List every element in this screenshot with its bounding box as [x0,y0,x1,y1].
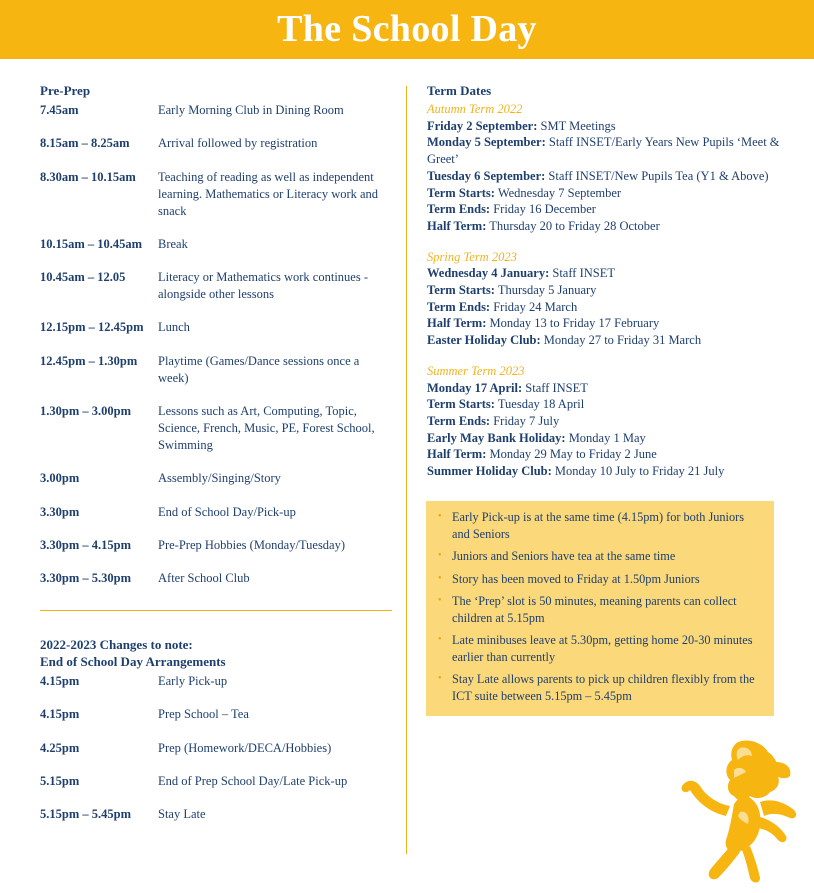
term-date-label: Monday 17 April: [427,380,523,395]
schedule-row [40,169,392,220]
note-item [438,548,760,565]
title-banner [0,0,814,59]
bullet-icon: • [438,594,442,606]
notes-box [426,501,774,716]
note-item [438,509,760,543]
bullet-icon: • [438,550,442,562]
term-date-value: Staff INSET/New Pupils Tea (Y1 & Above) [545,168,769,183]
term-date-line [427,463,797,480]
term-date-label: Half Term: [427,218,487,233]
schedule-time: 7.45am [40,103,79,117]
term-date-label: Term Ends: [427,202,491,217]
term-date-value: Staff INSET/Early Years New Pupils ‘Meet & Greet’ [427,135,780,167]
term-date-line [427,430,797,447]
schedule-row [40,537,392,554]
schedule-row [40,806,392,823]
schedule-description: Teaching of reading as well as independent learning. Mathematics or Literacy work and snack [158,169,379,218]
term-date-value: SMT Meetings [537,118,616,133]
schedule-row [40,319,392,336]
schedule-description: Stay Late [158,807,206,822]
schedule-row [40,570,392,587]
term-date-label: Term Starts: [427,185,495,200]
term-date-line [427,134,797,167]
bullet-icon: • [438,634,442,646]
schedule-description: Playtime (Games/Dance sessions once a week) [158,353,360,385]
schedule-description: Assembly/Singing/Story [158,471,281,486]
term-date-value: Staff INSET [522,380,588,395]
term-date-label: Friday 2 September: [427,118,538,133]
note-text: Late minibuses leave at 5.30pm, getting home 20-30 minutes earlier than currently [452,633,753,664]
schedule-time: 4.15pm [40,707,80,722]
term-date-value: Monday 13 to Friday 17 February [486,316,660,331]
schedule-time: 3.30pm – 4.15pm [40,537,131,552]
term-date-line [427,201,797,218]
column-divider [406,86,407,854]
term-date-value: Wednesday 7 September [494,185,622,200]
term-date-line [427,396,797,413]
schedule-description: Break [158,236,188,251]
schedule-time: 5.15pm – 5.45pm [40,807,131,822]
note-item [438,671,760,705]
term-date-value: Friday 24 March [490,299,578,314]
schedule-row [40,706,392,723]
schedule-row [40,269,392,303]
term-date-line [427,299,797,316]
term-date-line [427,185,797,202]
schedule-row [40,504,392,521]
term-name: Spring Term 2023 [427,249,517,264]
schedule-row [40,403,392,454]
note-text: The ‘Prep’ slot is 50 minutes, meaning parents can collect children at 5.15pm [452,593,737,625]
schedule-time: 12.15pm – 12.45pm [40,320,144,335]
term-date-label: Summer Holiday Club: [427,464,552,479]
schedule-description: Early Pick-up [158,674,228,688]
term-date-label: Term Starts: [427,397,495,412]
schedule-description: Prep (Homework/DECA/Hobbies) [158,740,332,755]
schedule-description: Literacy or Mathematics work continues - alongside other lessons [158,270,368,302]
note-text: Story has been moved to Friday at 1.50pm Juniors [452,571,700,586]
schedule-row [40,773,392,790]
note-item [438,632,760,666]
term-date-value: Monday 10 July to Friday 21 July [551,464,725,479]
schedule-description: End of School Day/Pick-up [158,504,296,519]
term-date-line [427,282,797,299]
term-date-line [427,218,797,235]
term-date-value: Monday 1 May [565,430,646,445]
schedule-time: 5.15pm [40,773,80,788]
term-date-value: Tuesday 18 April [494,397,585,412]
term-date-value: Friday 16 December [490,202,596,217]
term-date-value: Staff INSET [549,266,615,281]
changes-schedule [40,636,392,839]
pre-prep-schedule [40,82,392,604]
term-date-label: Easter Holiday Club: [427,333,541,348]
term-name: Summer Term 2023 [427,363,525,378]
term-date-line [427,380,797,397]
schedule-time: 3.30pm [40,504,80,519]
term-date-line [427,265,797,282]
note-text: Early Pick-up is at the same time (4.15pm) for both Juniors and Seniors [452,510,744,541]
schedule-description: Lessons such as Art, Computing, Topic, Science, French, Music, PE, Forest School, Swimming [158,404,375,453]
bullet-icon: • [438,511,442,522]
term-name: Autumn Term 2022 [427,102,523,116]
schedule-row [40,353,392,387]
term-date-label: Term Ends: [427,413,491,428]
schedule-time: 12.45pm – 1.30pm [40,353,138,368]
term-date-label: Half Term: [427,447,487,462]
schedule-time: 4.15pm [40,674,80,688]
term-date-line [427,168,797,185]
section-divider [40,610,392,611]
term-date-label: Tuesday 6 September: [427,168,546,183]
term-date-label: Half Term: [427,316,487,331]
schedule-time: 3.00pm [40,471,80,486]
term-date-line [427,315,797,332]
term-date-label: Early May Bank Holiday: [427,430,566,445]
page-title: The School Day [277,8,537,50]
term-date-value: Thursday 20 to Friday 28 October [486,218,660,233]
schedule-row [40,236,392,253]
note-text: Juniors and Seniors have tea at the same time [452,549,676,564]
schedule-row [40,470,392,487]
term-date-line [427,413,797,430]
note-item [438,593,760,627]
term-dates-heading: Term Dates [427,83,492,98]
bullet-icon: • [438,673,442,685]
note-item [438,571,760,588]
term-date-value: Monday 29 May to Friday 2 June [486,447,657,462]
note-text: Stay Late allows parents to pick up children flexibly from the ICT suite between 5.15pm – 5.45pm [452,672,755,704]
term-date-line [427,332,797,349]
schedule-row [40,740,392,757]
changes-heading: 2022-2023 Changes to note: [40,637,193,652]
schedule-description: Early Morning Club in Dining Room [158,103,344,117]
schedule-description: After School Club [158,571,250,586]
term-date-value: Friday 7 July [490,413,560,428]
schedule-row [40,135,392,152]
schedule-description: Pre-Prep Hobbies (Monday/Tuesday) [158,537,346,552]
bullet-icon: • [438,572,442,584]
schedule-time: 10.15am – 10.45am [40,236,143,251]
term-date-value: Thursday 5 January [494,283,597,298]
schedule-time: 1.30pm – 3.00pm [40,404,131,419]
schedule-row [40,102,392,119]
schedule-description: Prep School – Tea [158,707,249,722]
schedule-time: 4.25pm [40,740,80,755]
term-date-line [427,446,797,463]
pre-prep-heading: Pre-Prep [40,83,91,98]
term-date-label: Term Starts: [427,283,495,298]
schedule-time: 10.45am – 12.05 [40,270,126,285]
term-date-label: Term Ends: [427,299,491,314]
schedule-description: End of Prep School Day/Late Pick-up [158,773,348,788]
term-date-value: Monday 27 to Friday 31 March [540,333,702,348]
schedule-time: 3.30pm – 5.30pm [40,571,131,586]
schedule-row [40,673,392,690]
schedule-time: 8.30am – 10.15am [40,169,136,184]
schedule-description: Arrival followed by registration [158,136,318,151]
term-date-label: Wednesday 4 January: [427,266,550,281]
schedule-time: 8.15am – 8.25am [40,136,130,151]
term-date-line [427,118,797,135]
changes-subheading: End of School Day Arrangements [40,654,226,669]
lion-rampant-icon [676,736,800,884]
schedule-description: Lunch [158,320,190,335]
term-dates [427,82,797,480]
term-date-label: Monday 5 September: [427,135,546,150]
